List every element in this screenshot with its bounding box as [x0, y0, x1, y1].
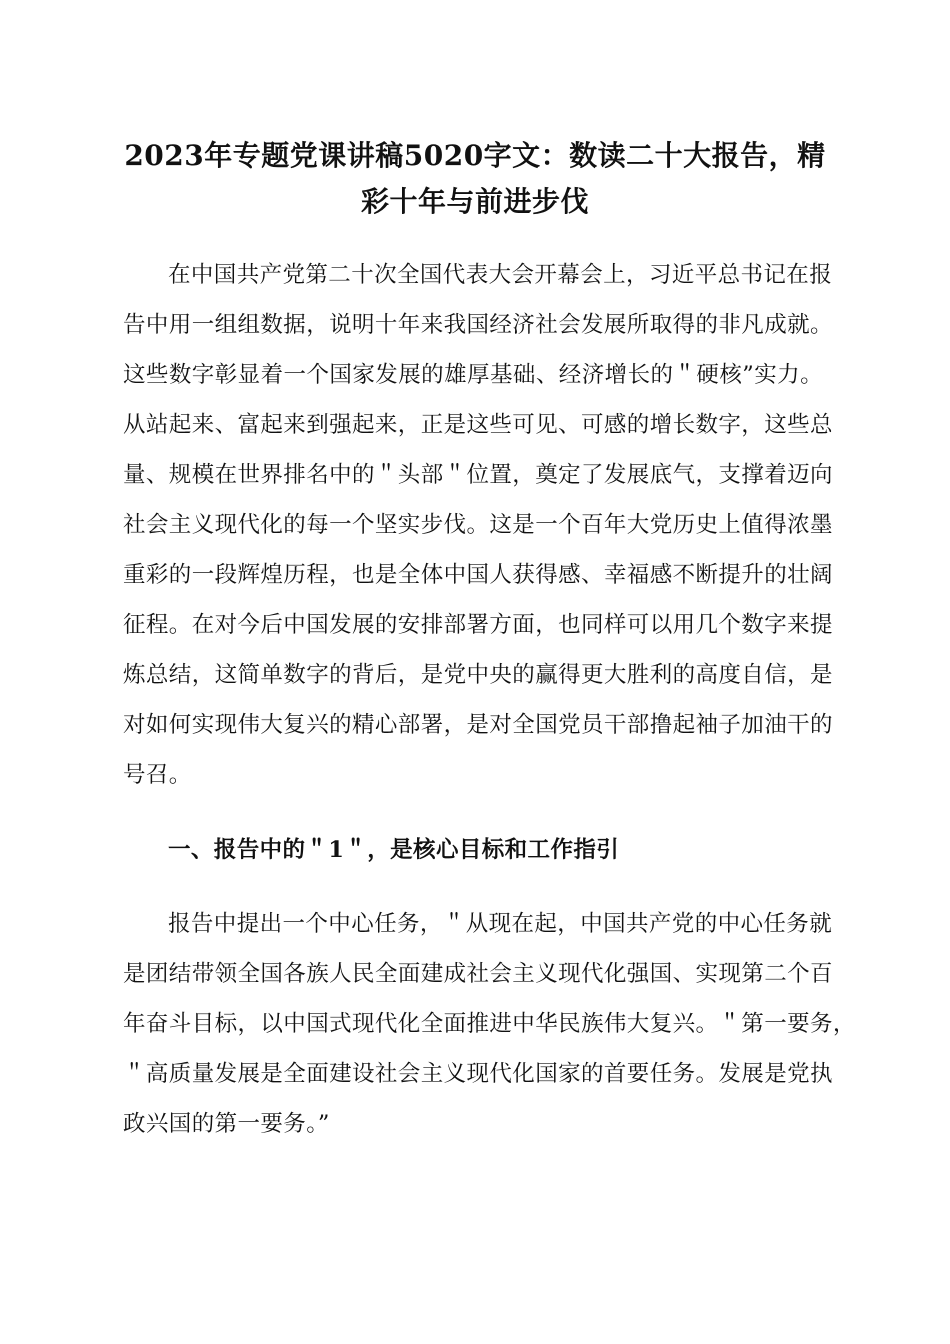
paragraph-1-line: 在中国共产党第二十次全国代表大会开幕会上，习近平总书记在报 — [168, 262, 833, 288]
document-title-line-2: 彩十年与前进步伐 — [360, 185, 589, 218]
paragraph-1-line: 社会主义现代化的每一个坚实步伐。这是一个百年大党历史上值得浓墨 — [123, 512, 833, 538]
paragraph-1-line: 量、规模在世界排名中的＂头部＂位置，奠定了发展底气，支撑着迈向 — [123, 462, 833, 488]
paragraph-1-line: 征程。在对今后中国发展的安排部署方面，也同样可以用几个数字来提 — [123, 612, 833, 638]
paragraph-2-line: 政兴国的第一要务。” — [123, 1111, 330, 1137]
paragraph-1-line: 对如何实现伟大复兴的精心部署，是对全国党员干部撸起袖子加油干的 — [123, 712, 833, 738]
paragraph-2-line: ＂高质量发展是全面建设社会主义现代化国家的首要任务。发展是党执 — [123, 1061, 833, 1087]
paragraph-1-line: 这些数字彰显着一个国家发展的雄厚基础、经济增长的＂硬核”实力。 — [123, 362, 823, 388]
paragraph-1-line: 从站起来、富起来到强起来，正是这些可见、可感的增长数字，这些总 — [123, 412, 833, 438]
paragraph-1-line: 告中用一组组数据，说明十年来我国经济社会发展所取得的非凡成就。 — [123, 312, 833, 338]
paragraph-2-line: 年奋斗目标，以中国式现代化全面推进中华民族伟大复兴。＂第一要务， — [123, 1011, 856, 1037]
paragraph-1-line: 炼总结，这简单数字的背后，是党中央的赢得更大胜利的高度自信，是 — [123, 662, 833, 688]
paragraph-1-line: 号召。 — [123, 762, 192, 788]
document-title-line-1: 2023年专题党课讲稿5020字文：数读二十大报告，精 — [124, 139, 826, 172]
section-1-heading: 一、报告中的＂1＂，是核心目标和工作指引 — [168, 837, 620, 863]
paragraph-2-line: 报告中提出一个中心任务，＂从现在起，中国共产党的中心任务就 — [168, 911, 833, 937]
paragraph-1-line: 重彩的一段辉煌历程，也是全体中国人获得感、幸福感不断提升的壮阔 — [123, 562, 833, 588]
paragraph-2-line: 是团结带领全国各族人民全面建成社会主义现代化强国、实现第二个百 — [123, 961, 833, 987]
